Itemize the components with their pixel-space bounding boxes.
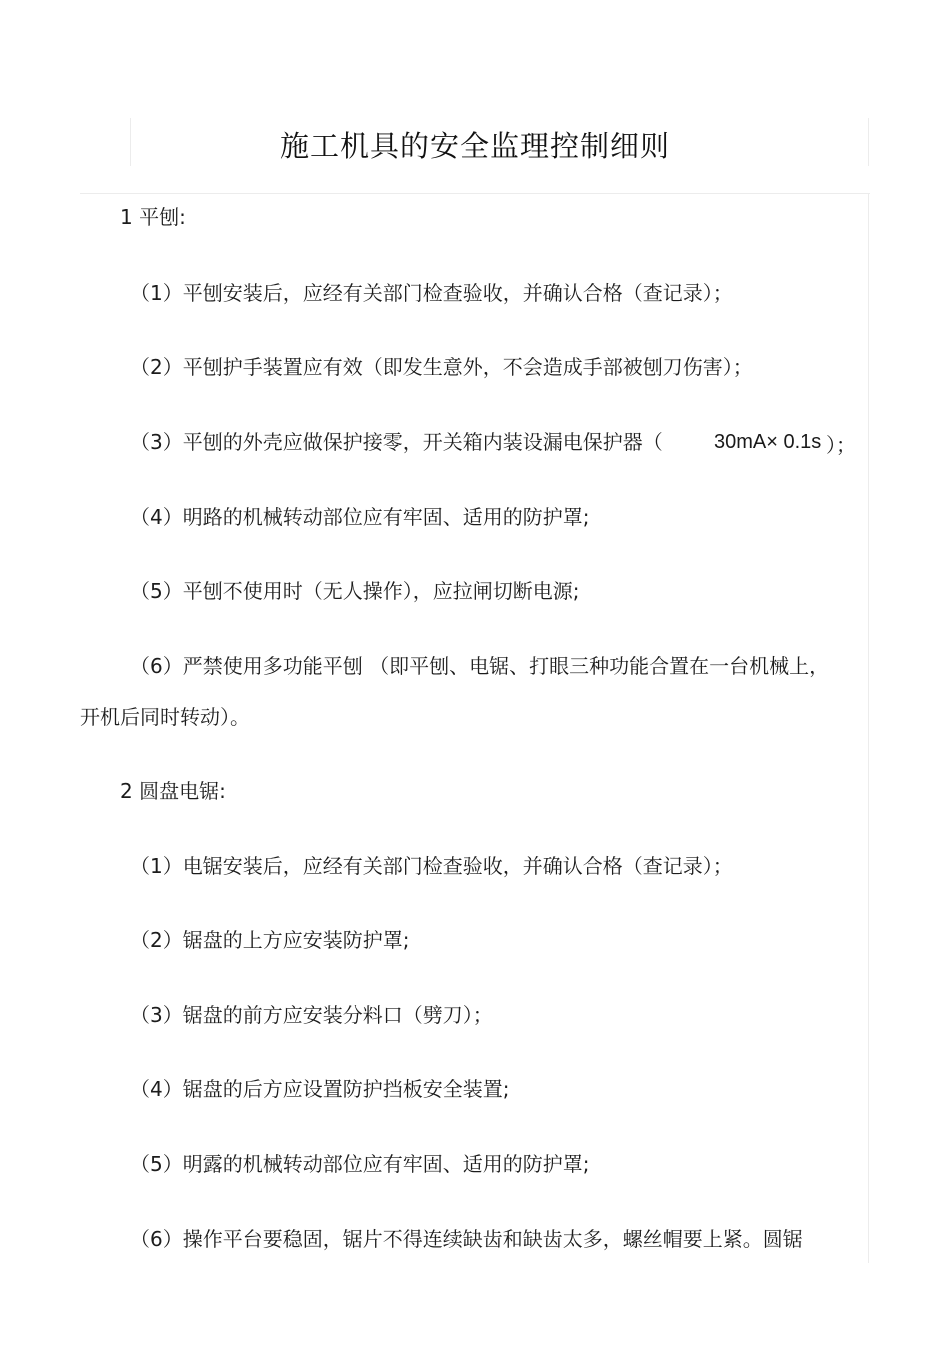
saw-item-5: （5）明露的机械转动部位应有牢固、适用的防护罩;: [130, 1152, 590, 1176]
planer-item-3-end: ）；: [826, 433, 856, 457]
section-heading-planer: 1 平刨:: [120, 205, 186, 229]
saw-item-6: （6）操作平台要稳固，锯片不得连续缺齿和缺齿太多，螺丝帽要上紧。圆锯: [130, 1227, 803, 1251]
planer-item-6-continuation: 开机后同时转动）。: [80, 705, 250, 729]
section-heading-circular-saw: 2 圆盘电锯:: [120, 779, 226, 803]
document-title: 施工机具的安全监理控制细则: [279, 129, 670, 163]
saw-item-4: （4）锯盘的后方应设置防护挡板安全装置;: [130, 1077, 510, 1101]
planer-item-3: （3）平刨的外壳应做保护接零，开关箱内装设漏电保护器（: [130, 430, 663, 454]
leakage-protector-spec: 30mA× 0.1s: [714, 431, 822, 453]
planer-item-5: （5）平刨不使用时（无人操作），应拉闸切断电源;: [130, 579, 580, 603]
planer-item-2: （2）平刨护手装置应有效（即发生意外，不会造成手部被刨刀伤害）；: [130, 355, 753, 379]
planer-item-6: （6）严禁使用多功能平刨 （即平刨、电锯、打眼三种功能合置在一台机械上，: [130, 654, 830, 678]
saw-item-3: （3）锯盘的前方应安装分料口（劈刀）；: [130, 1003, 493, 1027]
frame-line-horizontal: [80, 193, 870, 194]
saw-item-2: （2）锯盘的上方应安装防护罩;: [130, 928, 410, 952]
planer-item-1: （1）平刨安装后，应经有关部门检查验收，并确认合格（查记录）；: [130, 281, 733, 305]
planer-item-4: （4）明路的机械转动部位应有牢固、适用的防护罩;: [130, 505, 590, 529]
saw-item-1: （1）电锯安装后，应经有关部门检查验收，并确认合格（查记录）；: [130, 854, 733, 878]
frame-line-right: [868, 193, 869, 1263]
